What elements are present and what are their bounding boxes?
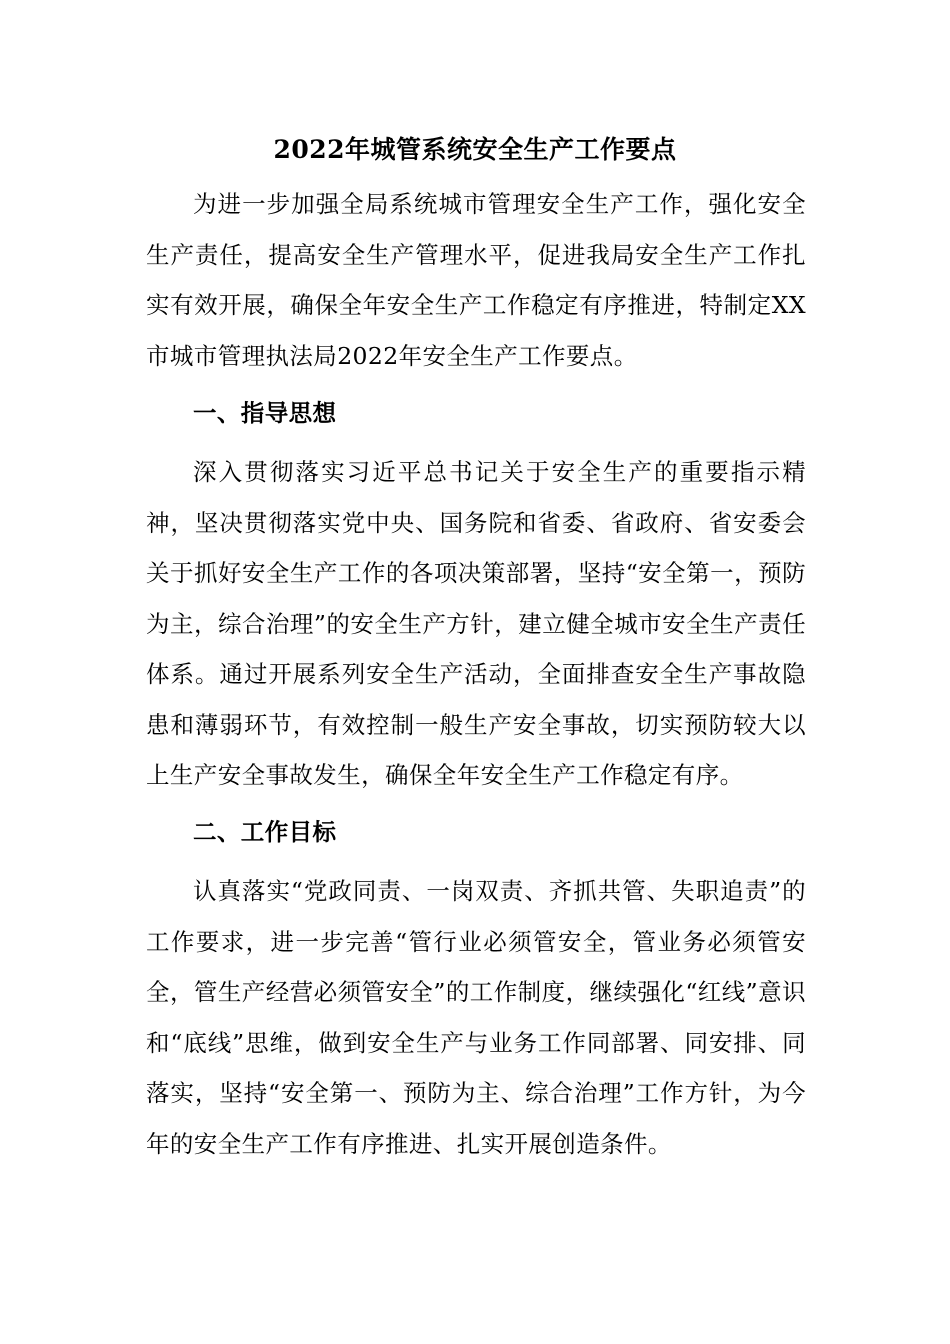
section-body-work-goals: 认真落实“党政同责、一岗双责、齐抓共管、失职追责”的工作要求，进一步完善“管行业必须管安全，管业务必须管安全，管生产经营必须管安全”的工作制度，继续强化“红线”意识和“底线”思维，做到安全生产与业务工作同部署、同安排、同落实，坚持“安全第一、预防为主、综合治理”工作方针，为今年的安全生产工作有序推进、扎实开展创造条件。	[146, 877, 806, 1158]
section-heading-guiding-ideology: 一、指导思想	[193, 399, 337, 427]
section-body-guiding-ideology: 深入贯彻落实习近平总书记关于安全生产的重要指示精神，坚决贯彻落实党中央、国务院和省委、省政府、省安委会关于抓好安全生产工作的各项决策部署，坚持“安全第一，预防为主，综合治理”的安全生产方针，建立健全城市安全生产责任体系。通过开展系列安全生产活动，全面排查安全生产事故隐患和薄弱环节，有效控制一般生产安全事故，切实预防较大以上生产安全事故发生，确保全年安全生产工作稳定有序。	[146, 458, 806, 789]
section-heading-work-goals: 二、工作目标	[193, 818, 337, 846]
document-title: 2022年城管系统安全生产工作要点	[273, 135, 677, 164]
intro-paragraph: 为进一步加强全局系统城市管理安全生产工作，强化安全生产责任，提高安全生产管理水平，促进我局安全生产工作扎实有效开展，确保全年安全生产工作稳定有序推进，特制定XX市城市管理执法局2022年安全生产工作要点。	[146, 190, 806, 370]
